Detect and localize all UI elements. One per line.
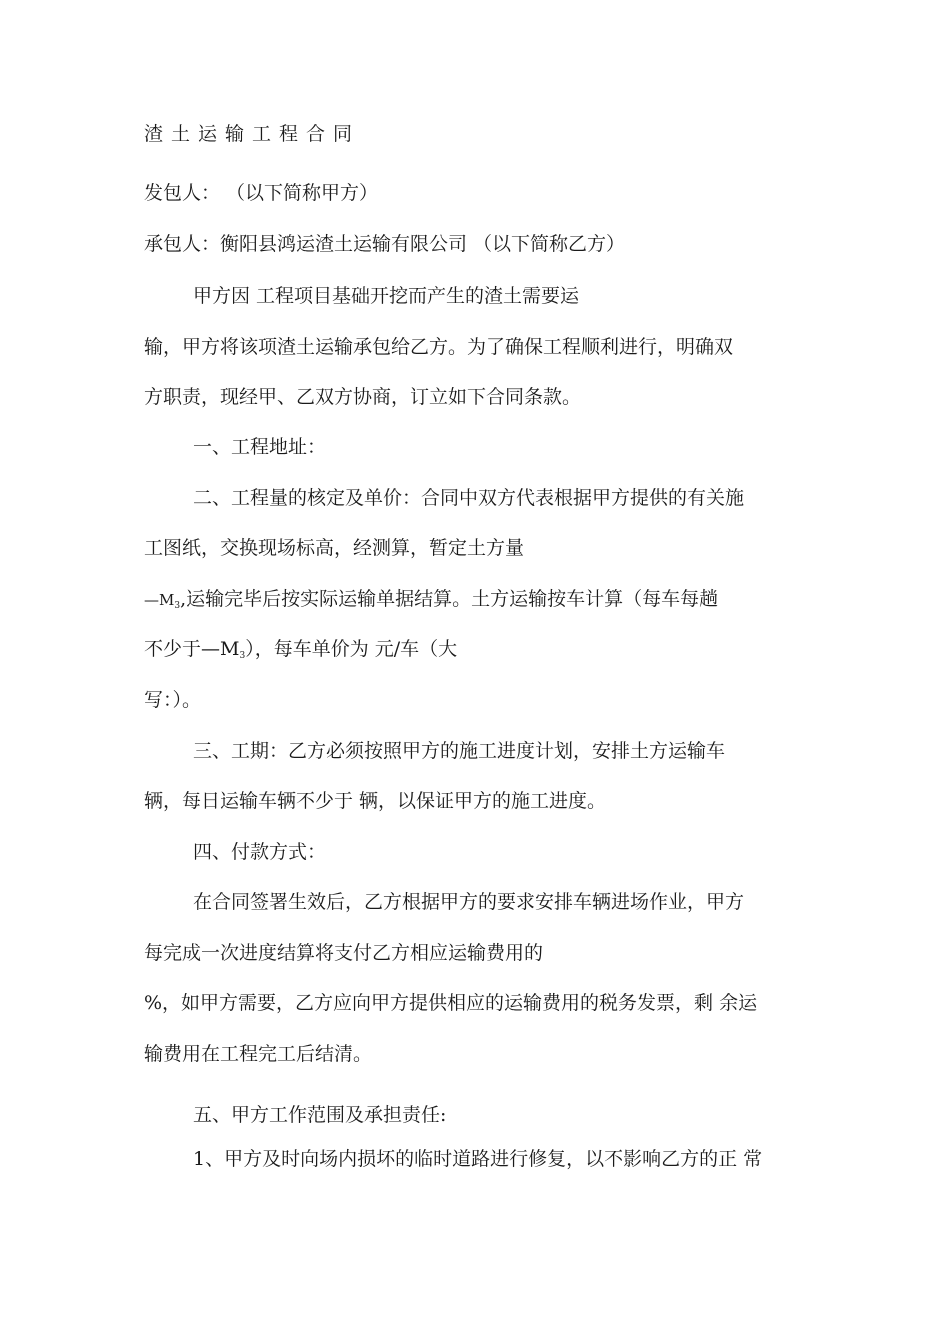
paragraph-line: 1、甲方及时向场内损坏的临时道路进行修复，以不影响乙方的正 常 bbox=[193, 1148, 763, 1170]
paragraph-line: 甲方因 工程项目基础开挖而产生的渣土需要运 bbox=[193, 285, 580, 307]
paragraph-line bbox=[144, 636, 457, 666]
paragraph-line: 每完成一次进度结算将支付乙方相应运输费用的 bbox=[144, 942, 544, 964]
document-title: 渣土运输工程合同 bbox=[144, 123, 361, 145]
paragraph-line bbox=[144, 586, 718, 616]
section-heading: 五、甲方工作范围及承担责任: bbox=[193, 1104, 447, 1126]
section-heading: 四、付款方式： bbox=[193, 841, 327, 863]
section-heading: 一、工程地址： bbox=[193, 436, 327, 458]
paragraph-line: 写：）。 bbox=[144, 689, 202, 711]
paragraph-line: %，如甲方需要，乙方应向甲方提供相应的运输费用的税务发票，剩 余运 bbox=[144, 992, 758, 1014]
paragraph-text: ,运输完毕后按实际运输单据结算。土方运输按车计算（每车每趟 bbox=[180, 588, 719, 610]
paragraph-text: 不少于—M bbox=[144, 638, 240, 660]
paragraph-line: 二、工程量的核定及单价：合同中双方代表根据甲方提供的有关施 bbox=[193, 487, 745, 509]
employer-line: 发包人： （以下简称甲方） bbox=[144, 182, 379, 204]
paragraph-line: 工图纸，交换现场标高，经测算，暂定土方量 bbox=[144, 537, 525, 559]
unit-subscript: 3 bbox=[239, 651, 246, 661]
paragraph-text: ），每车单价为 元/车（大 bbox=[245, 638, 458, 660]
paragraph-line: 在合同签署生效后，乙方根据甲方的要求安排车辆进场作业，甲方 bbox=[193, 891, 745, 913]
contractor-line: 承包人：衡阳县鸿运渣土运输有限公司 （以下简称乙方） bbox=[144, 233, 626, 255]
paragraph-line: 方职责，现经甲、乙双方协商，订立如下合同条款。 bbox=[144, 386, 582, 408]
paragraph-line: 辆，每日运输车辆不少于 辆，以保证甲方的施工进度。 bbox=[144, 790, 607, 812]
section-heading: 三、工期：乙方必须按照甲方的施工进度计划，安排土方运输车 bbox=[193, 740, 726, 762]
paragraph-line: 输，甲方将该项渣土运输承包给乙方。为了确保工程顺利进行，明确双 bbox=[144, 336, 734, 358]
paragraph-line: 输费用在工程完工后结清。 bbox=[144, 1043, 373, 1065]
volume-unit: —M bbox=[144, 591, 175, 609]
unit-subscript: 3 bbox=[174, 601, 181, 611]
